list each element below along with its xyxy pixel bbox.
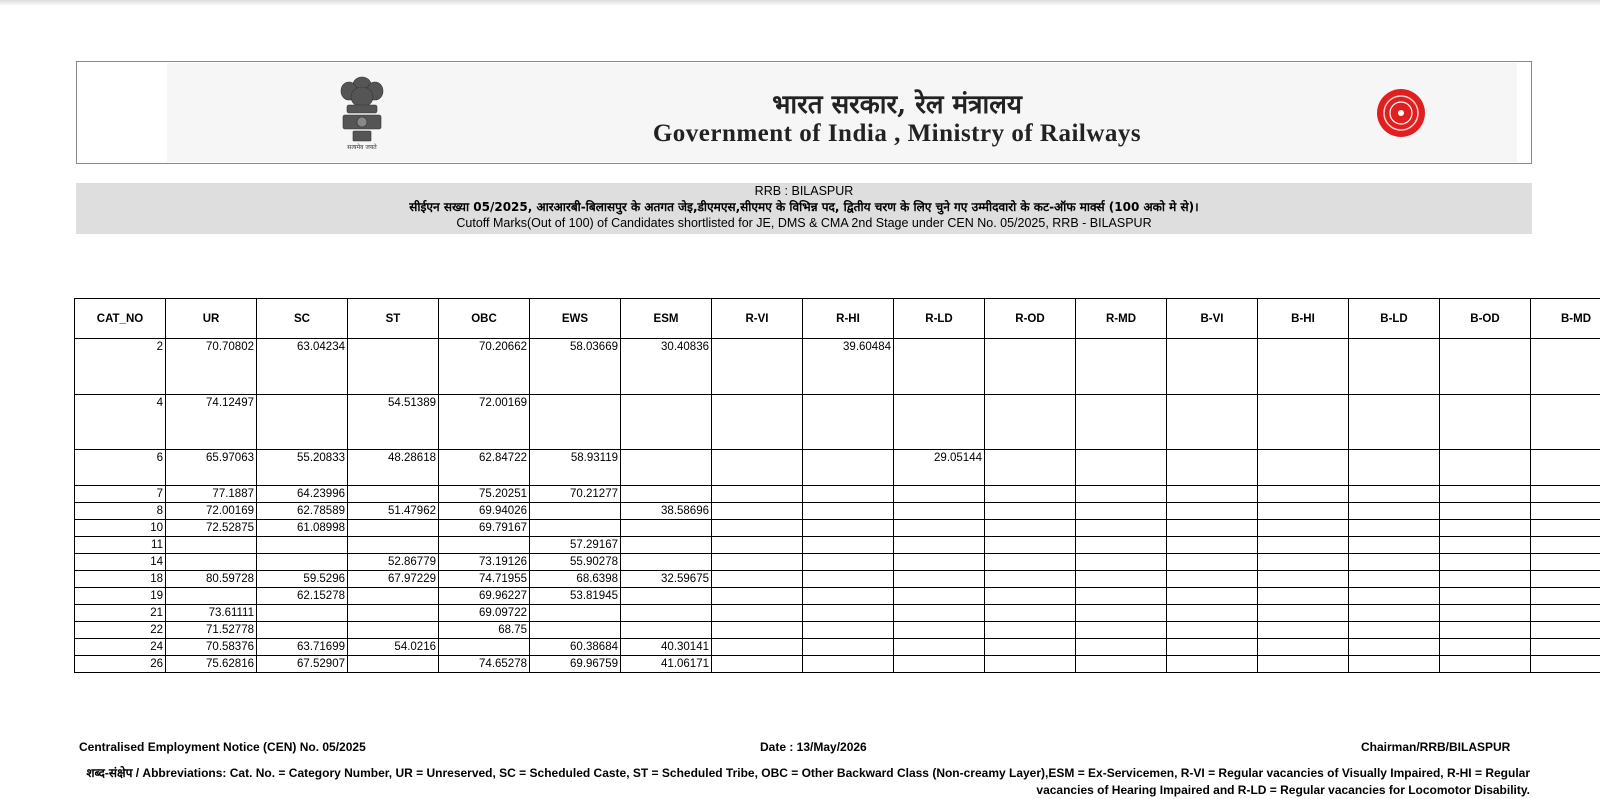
table-cell: [1349, 639, 1440, 656]
table-cell: [985, 339, 1076, 395]
table-cell: [1167, 588, 1258, 605]
table-cell: 77.1887: [166, 486, 257, 503]
table-body: [75, 339, 1600, 673]
table-cell: [803, 450, 894, 486]
column-header: R-VI: [712, 299, 803, 339]
table-cell: [894, 639, 985, 656]
table-cell: 73.61111: [166, 605, 257, 622]
column-header: R-LD: [894, 299, 985, 339]
table-cell: [1167, 656, 1258, 673]
table-cell: [621, 588, 712, 605]
table-cell: [1076, 639, 1167, 656]
table-cell: [1349, 605, 1440, 622]
table-cell: 51.47962: [348, 503, 439, 520]
table-cell: [1440, 520, 1531, 537]
table-cell: 2: [75, 339, 166, 395]
table-cell: 75.62816: [166, 656, 257, 673]
table-cell: [803, 395, 894, 450]
indian-railways-logo-icon: [1353, 65, 1449, 161]
table-cell: [1076, 571, 1167, 588]
table-cell: [1531, 520, 1600, 537]
column-header: CAT_NO: [75, 299, 166, 339]
table-cell: 26: [75, 656, 166, 673]
table-cell: 67.97229: [348, 571, 439, 588]
table-cell: [985, 639, 1076, 656]
table-cell: [803, 520, 894, 537]
table-cell: 75.20251: [439, 486, 530, 503]
table-cell: [894, 486, 985, 503]
table-cell: [1076, 537, 1167, 554]
table-cell: [348, 588, 439, 605]
title-hindi: सीईएन सख्या 05/2025, आरआरबी-बिलासपुर के अतगत जेइ,डीएमएस,सीएमए के विभिन्न पद, द्वितीय चरण के लिए चुने गए उम्मीदवारो के कट-ऑफ मार्क्स (100 अको मे से)।: [76, 199, 1532, 215]
table-cell: [1440, 450, 1531, 486]
table-cell: [439, 639, 530, 656]
table-cell: 41.06171: [621, 656, 712, 673]
banner-background: [167, 63, 1517, 162]
title-rrb: RRB : BILASPUR: [76, 183, 1532, 199]
banner-english-title: Government of India , Ministry of Railways: [467, 120, 1327, 148]
table-cell: 60.38684: [530, 639, 621, 656]
table-cell: [803, 588, 894, 605]
table-cell: 30.40836: [621, 339, 712, 395]
table-cell: [803, 503, 894, 520]
table-cell: [894, 395, 985, 450]
table-cell: 19: [75, 588, 166, 605]
table-cell: 74.65278: [439, 656, 530, 673]
table-cell: [1531, 639, 1600, 656]
table-cell: [894, 571, 985, 588]
footer-date: Date : 13/May/2026: [760, 740, 867, 754]
table-cell: [712, 605, 803, 622]
column-header: UR: [166, 299, 257, 339]
table-cell: [712, 450, 803, 486]
table-cell: 72.00169: [439, 395, 530, 450]
table-cell: [348, 486, 439, 503]
table-cell: [1531, 554, 1600, 571]
table-cell: 7: [75, 486, 166, 503]
table-cell: [1167, 339, 1258, 395]
table-cell: 74.12497: [166, 395, 257, 450]
table-cell: [803, 622, 894, 639]
table-cell: [985, 503, 1076, 520]
table-cell: 53.81945: [530, 588, 621, 605]
table-cell: [1440, 588, 1531, 605]
table-cell: [894, 656, 985, 673]
table-row: [75, 588, 1600, 605]
column-header: R-HI: [803, 299, 894, 339]
table-cell: [348, 339, 439, 395]
table-cell: 58.93119: [530, 450, 621, 486]
table-cell: 24: [75, 639, 166, 656]
column-header: B-HI: [1258, 299, 1349, 339]
table-cell: [1440, 571, 1531, 588]
table-cell: [1531, 656, 1600, 673]
table-cell: [712, 520, 803, 537]
table-cell: 63.71699: [257, 639, 348, 656]
table-cell: [894, 588, 985, 605]
table-cell: [712, 537, 803, 554]
table-cell: [803, 605, 894, 622]
table-cell: [712, 622, 803, 639]
table-cell: [530, 605, 621, 622]
table-cell: 67.52907: [257, 656, 348, 673]
table-cell: [803, 537, 894, 554]
table-cell: [1349, 622, 1440, 639]
table-cell: [348, 622, 439, 639]
table-row: [75, 503, 1600, 520]
table-row: [75, 339, 1600, 395]
table-cell: [348, 537, 439, 554]
table-cell: [621, 537, 712, 554]
table-cell: [1349, 571, 1440, 588]
table-cell: 70.21277: [530, 486, 621, 503]
table-cell: [1349, 486, 1440, 503]
column-header: SC: [257, 299, 348, 339]
table-cell: 29.05144: [894, 450, 985, 486]
table-cell: [803, 656, 894, 673]
table-cell: 69.94026: [439, 503, 530, 520]
table-cell: [712, 571, 803, 588]
table-cell: [257, 622, 348, 639]
table-cell: [712, 395, 803, 450]
table-cell: [712, 639, 803, 656]
table-cell: [1258, 554, 1349, 571]
footer-signatory: Chairman/RRB/BILASPUR: [1361, 740, 1510, 754]
table-cell: [257, 395, 348, 450]
table-cell: [803, 639, 894, 656]
table-cell: [1258, 450, 1349, 486]
table-cell: 61.08998: [257, 520, 348, 537]
table-cell: [348, 656, 439, 673]
table-cell: [1167, 639, 1258, 656]
table-cell: [1440, 339, 1531, 395]
table-cell: 62.15278: [257, 588, 348, 605]
table-cell: [894, 503, 985, 520]
table-cell: 4: [75, 395, 166, 450]
table-cell: 22: [75, 622, 166, 639]
table-row: [75, 605, 1600, 622]
table-cell: 54.0216: [348, 639, 439, 656]
table-cell: 69.96759: [530, 656, 621, 673]
table-row: [75, 537, 1600, 554]
table-cell: [166, 588, 257, 605]
table-row: [75, 554, 1600, 571]
title-bar: [76, 183, 1532, 234]
table-cell: [712, 486, 803, 503]
table-cell: [1076, 605, 1167, 622]
table-cell: [803, 571, 894, 588]
table-cell: [1531, 486, 1600, 503]
table-header-row: [75, 299, 1600, 339]
table-cell: 62.84722: [439, 450, 530, 486]
table-cell: 65.97063: [166, 450, 257, 486]
table-cell: [1076, 622, 1167, 639]
table-cell: [348, 520, 439, 537]
table-cell: [712, 656, 803, 673]
table-cell: [1167, 450, 1258, 486]
table-cell: [1531, 537, 1600, 554]
table-cell: [1349, 588, 1440, 605]
table-cell: [530, 622, 621, 639]
table-cell: 72.52875: [166, 520, 257, 537]
table-cell: [621, 554, 712, 571]
table-cell: [712, 339, 803, 395]
table-cell: 54.51389: [348, 395, 439, 450]
table-cell: [348, 605, 439, 622]
table-cell: [1531, 571, 1600, 588]
table-cell: [1076, 486, 1167, 503]
table-cell: 55.20833: [257, 450, 348, 486]
table-cell: [1531, 395, 1600, 450]
table-cell: [1258, 395, 1349, 450]
table-cell: [621, 486, 712, 503]
table-cell: 6: [75, 450, 166, 486]
table-cell: [439, 537, 530, 554]
table-cell: [1076, 588, 1167, 605]
table-cell: [166, 554, 257, 571]
table-cell: 11: [75, 537, 166, 554]
table-cell: [1258, 639, 1349, 656]
table-cell: [1167, 486, 1258, 503]
table-cell: [985, 450, 1076, 486]
column-header: R-MD: [1076, 299, 1167, 339]
table-cell: 63.04234: [257, 339, 348, 395]
table-cell: [1258, 571, 1349, 588]
table-cell: [985, 395, 1076, 450]
table-cell: [1440, 656, 1531, 673]
table-cell: [1076, 656, 1167, 673]
table-cell: [1258, 656, 1349, 673]
table-cell: [1349, 520, 1440, 537]
table-cell: [530, 520, 621, 537]
table-cell: [1258, 588, 1349, 605]
table-cell: [1531, 622, 1600, 639]
abbreviations: [80, 765, 1530, 799]
table-cell: [1258, 605, 1349, 622]
table-cell: [1531, 605, 1600, 622]
table-cell: 69.09722: [439, 605, 530, 622]
table-cell: [985, 537, 1076, 554]
table-cell: [985, 605, 1076, 622]
table-cell: [985, 520, 1076, 537]
column-header: ESM: [621, 299, 712, 339]
table-cell: [1349, 395, 1440, 450]
table-cell: 18: [75, 571, 166, 588]
table-cell: 62.78589: [257, 503, 348, 520]
table-cell: [621, 622, 712, 639]
table-cell: [985, 622, 1076, 639]
table-cell: [894, 605, 985, 622]
table-cell: [1440, 503, 1531, 520]
banner-hindi-title: भारत सरकार, रेल मंत्रालय: [547, 85, 1247, 121]
table-row: [75, 571, 1600, 588]
table-cell: 38.58696: [621, 503, 712, 520]
table-cell: [1167, 571, 1258, 588]
table-cell: 70.58376: [166, 639, 257, 656]
table-cell: 55.90278: [530, 554, 621, 571]
table-cell: [530, 503, 621, 520]
table-cell: [1440, 486, 1531, 503]
table-cell: [1076, 395, 1167, 450]
table-cell: [1349, 450, 1440, 486]
table-row: [75, 639, 1600, 656]
table-cell: [803, 554, 894, 571]
table-cell: [985, 656, 1076, 673]
table-cell: [712, 503, 803, 520]
table-cell: [894, 554, 985, 571]
column-header: B-LD: [1349, 299, 1440, 339]
table-cell: [1167, 520, 1258, 537]
table-cell: [1258, 622, 1349, 639]
column-header: B-OD: [1440, 299, 1531, 339]
title-english: Cutoff Marks(Out of 100) of Candidates shortlisted for JE, DMS & CMA 2nd Stage under CEN No. 05/2025, RRB - BILASPUR: [76, 215, 1532, 231]
table-cell: [1349, 339, 1440, 395]
table-cell: 10: [75, 520, 166, 537]
table-cell: [1531, 339, 1600, 395]
table-cell: 72.00169: [166, 503, 257, 520]
table-cell: [530, 395, 621, 450]
table-cell: 32.59675: [621, 571, 712, 588]
table-cell: [1167, 537, 1258, 554]
table-cell: [985, 486, 1076, 503]
table-cell: 57.29167: [530, 537, 621, 554]
table-cell: [894, 339, 985, 395]
table-row: [75, 395, 1600, 450]
column-header: OBC: [439, 299, 530, 339]
footer-cen: Centralised Employment Notice (CEN) No. 05/2025: [79, 740, 366, 754]
table-cell: [712, 554, 803, 571]
table-cell: [621, 520, 712, 537]
table-cell: [257, 537, 348, 554]
table-row: [75, 656, 1600, 673]
table-cell: [1440, 395, 1531, 450]
table-cell: 69.96227: [439, 588, 530, 605]
table-cell: [712, 588, 803, 605]
header-banner: [76, 61, 1532, 164]
table-cell: [1531, 588, 1600, 605]
table-cell: [985, 588, 1076, 605]
table-cell: [1440, 622, 1531, 639]
table-cell: [1349, 503, 1440, 520]
table-cell: 68.75: [439, 622, 530, 639]
table-cell: [1076, 450, 1167, 486]
table-cell: [985, 554, 1076, 571]
table-cell: [1349, 656, 1440, 673]
table-row: [75, 450, 1600, 486]
cutoff-table: [74, 298, 1600, 673]
table-cell: [257, 605, 348, 622]
table-cell: 64.23996: [257, 486, 348, 503]
table-cell: [1258, 537, 1349, 554]
top-shadow: [0, 0, 1600, 6]
table-row: [75, 520, 1600, 537]
table-cell: [1440, 554, 1531, 571]
table-cell: [1440, 537, 1531, 554]
abbreviations-text: शब्द-संक्षेप / Abbreviations: Cat. No. = Category Number, UR = Unreserved, SC = Scheduled Caste, ST = Scheduled Tribe, OBC = Other Backward Class (Non-creamy Layer),ESM = Ex-Servicemen, R-VI = Regular vacancies of Visually Impaired, R-HI = Regular vacancies of Hearing Impaired and R-LD = Regular vacancies for Locomotor Disability.: [86, 766, 1530, 797]
table-cell: 71.52778: [166, 622, 257, 639]
table-cell: 73.19126: [439, 554, 530, 571]
table-cell: [166, 537, 257, 554]
table-cell: 68.6398: [530, 571, 621, 588]
table-cell: [1440, 605, 1531, 622]
column-header: R-OD: [985, 299, 1076, 339]
table-cell: [1076, 339, 1167, 395]
table-cell: [1167, 554, 1258, 571]
table-cell: 58.03669: [530, 339, 621, 395]
table-row: [75, 486, 1600, 503]
table-cell: 14: [75, 554, 166, 571]
table-row: [75, 622, 1600, 639]
table-cell: 39.60484: [803, 339, 894, 395]
table-cell: [1531, 503, 1600, 520]
table-cell: [1440, 639, 1531, 656]
table-cell: [894, 622, 985, 639]
table-cell: [985, 571, 1076, 588]
table-cell: 80.59728: [166, 571, 257, 588]
table-cell: [1076, 554, 1167, 571]
table-cell: [894, 537, 985, 554]
emblem-caption: सत्यमेव जयते: [323, 143, 401, 151]
table-cell: [1258, 339, 1349, 395]
table-cell: [1258, 486, 1349, 503]
table-cell: [1167, 622, 1258, 639]
table-cell: 8: [75, 503, 166, 520]
table-cell: 21: [75, 605, 166, 622]
table-cell: [1076, 520, 1167, 537]
table-cell: 48.28618: [348, 450, 439, 486]
table-cell: [1349, 554, 1440, 571]
table-cell: [1531, 450, 1600, 486]
column-header: B-VI: [1167, 299, 1258, 339]
column-header: ST: [348, 299, 439, 339]
table-cell: [803, 486, 894, 503]
table-cell: [1167, 503, 1258, 520]
table-cell: 70.20662: [439, 339, 530, 395]
table-cell: [894, 520, 985, 537]
table-cell: [621, 450, 712, 486]
table-cell: 52.86779: [348, 554, 439, 571]
table-cell: 74.71955: [439, 571, 530, 588]
table-cell: [621, 395, 712, 450]
table-cell: [621, 605, 712, 622]
table-cell: [1167, 395, 1258, 450]
table-cell: [1167, 605, 1258, 622]
table-cell: [1349, 537, 1440, 554]
column-header: EWS: [530, 299, 621, 339]
table-cell: [257, 554, 348, 571]
table-cell: 69.79167: [439, 520, 530, 537]
table-cell: 40.30141: [621, 639, 712, 656]
table-cell: [1258, 503, 1349, 520]
table-cell: [1258, 520, 1349, 537]
table-cell: 70.70802: [166, 339, 257, 395]
column-header: B-MD: [1531, 299, 1600, 339]
table-cell: [1076, 503, 1167, 520]
table-cell: 59.5296: [257, 571, 348, 588]
